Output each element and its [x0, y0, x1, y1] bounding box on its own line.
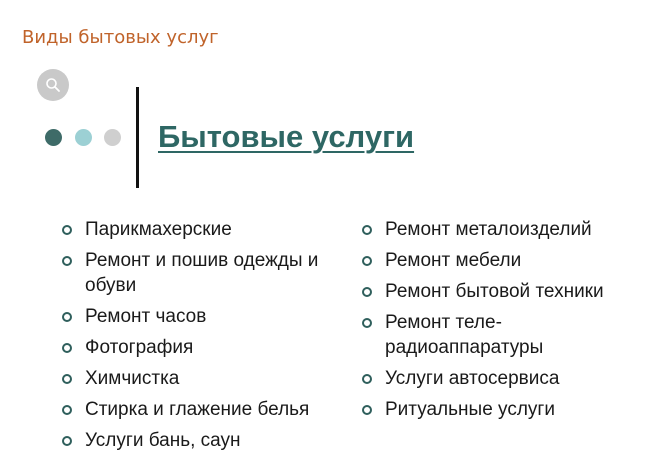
services-list-right: [360, 217, 660, 428]
bullet-icon: [362, 374, 372, 384]
list-item-label: Услуги автосервиса: [385, 368, 560, 389]
list-item-label: Ремонт и пошив одежды и обуви: [85, 250, 319, 296]
bullet-icon: [62, 225, 72, 235]
list-item: [60, 397, 355, 422]
services-list-left: [60, 217, 355, 459]
bullet-icon: [62, 374, 72, 384]
bullet-icon: [62, 436, 72, 446]
page-heading: Виды бытовых услуг: [22, 27, 219, 48]
list-item-label: Стирка и глажение белья: [85, 399, 310, 420]
list-item: [360, 248, 660, 273]
list-item: [60, 335, 355, 360]
bullet-icon: [62, 343, 72, 353]
list-item: [360, 310, 660, 360]
bullet-icon: [362, 287, 372, 297]
vertical-divider: [136, 87, 139, 188]
bullet-icon: [62, 256, 72, 266]
list-item-label: Услуги бань, саун: [85, 430, 241, 451]
list-item-label: Парикмахерские: [85, 219, 232, 240]
decorative-dot-dark: [45, 129, 62, 146]
search-icon: [45, 77, 61, 93]
list-item-label: Ремонт мебели: [385, 250, 522, 271]
list-item: [60, 428, 355, 453]
list-item: [60, 217, 355, 242]
bullet-icon: [362, 318, 372, 328]
decorative-dot-light: [75, 129, 92, 146]
bullet-icon: [362, 225, 372, 235]
list-item-label: Ремонт металоизделий: [385, 219, 592, 240]
list-item-label: Химчистка: [85, 368, 180, 389]
list-item: [60, 304, 355, 329]
list-item: [360, 366, 660, 391]
list-item: [360, 397, 660, 422]
list-item-label: Ремонт бытовой техники: [385, 281, 604, 302]
list-item: [360, 217, 660, 242]
bullet-icon: [362, 256, 372, 266]
list-item: [60, 366, 355, 391]
list-item-label: Ремонт теле-радиоаппаратуры: [385, 312, 544, 358]
search-button[interactable]: [37, 69, 69, 101]
list-item-label: Ремонт часов: [85, 306, 207, 327]
bullet-icon: [62, 405, 72, 415]
bullet-icon: [362, 405, 372, 415]
list-item: [360, 279, 660, 304]
list-item: [60, 248, 355, 298]
bullet-icon: [62, 312, 72, 322]
list-item-label: Фотография: [85, 337, 194, 358]
slide-title[interactable]: Бытовые услуги: [158, 119, 415, 154]
list-item-label: Ритуальные услуги: [385, 399, 555, 420]
decorative-dot-grey: [104, 129, 121, 146]
